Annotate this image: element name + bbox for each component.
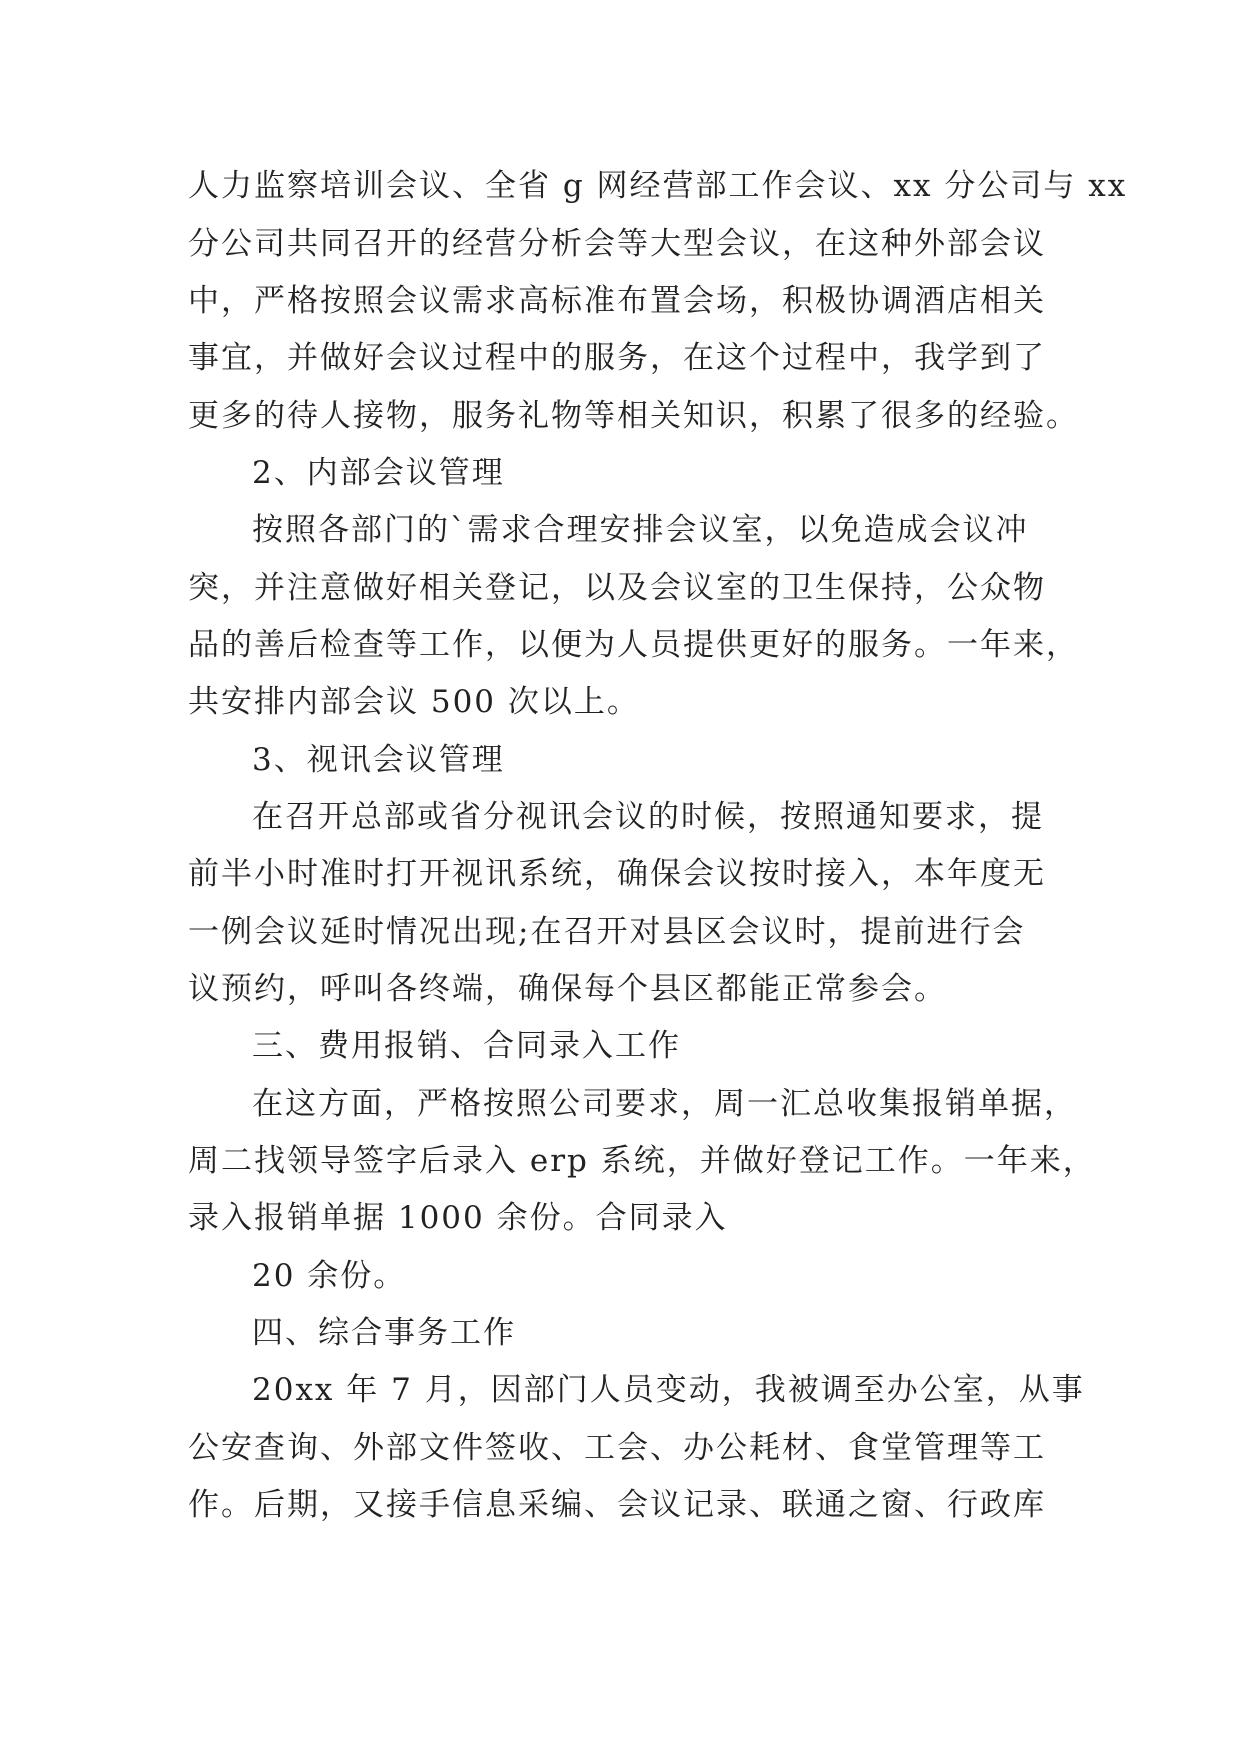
body-text-line: 一例会议延时情况出现;在召开对县区会议时，提前进行会 xyxy=(188,914,1026,950)
body-text-line: 公安查询、外部文件签收、工会、办公耗材、食堂管理等工 xyxy=(188,1430,1046,1466)
body-text-line: 事宜，并做好会议过程中的服务，在这个过程中，我学到了 xyxy=(188,340,1046,376)
body-text-line: 作。后期，又接手信息采编、会议记录、联通之窗、行政库 xyxy=(188,1487,1046,1523)
section-heading-video-meetings: 3、视讯会议管理 xyxy=(252,742,505,778)
body-text-line: 按照各部门的`需求合理安排会议室，以免造成会议冲 xyxy=(252,512,1029,548)
section-heading-general-affairs: 四、综合事务工作 xyxy=(252,1315,516,1351)
body-text-line: 20xx 年 7 月，因部门人员变动，我被调至办公室，从事 xyxy=(252,1372,1085,1408)
body-text-line: 在召开总部或省分视讯会议的时候，按照通知要求，提 xyxy=(252,799,1044,835)
body-text-line: 在这方面，严格按照公司要求，周一汇总收集报销单据， xyxy=(252,1086,1077,1122)
body-text-line: 共安排内部会议 500 次以上。 xyxy=(188,684,640,720)
body-text-line: 前半小时准时打开视讯系统，确保会议按时接入，本年度无 xyxy=(188,856,1046,892)
section-heading-internal-meetings: 2、内部会议管理 xyxy=(252,455,505,491)
body-text-line: 人力监察培训会议、全省 g 网经营部工作会议、xx 分公司与 xx xyxy=(188,168,1128,204)
body-text-line: 突，并注意做好相关登记，以及会议室的卫生保持，公众物 xyxy=(188,570,1046,606)
body-text-line: 议预约，呼叫各终端，确保每个县区都能正常参会。 xyxy=(188,971,947,1007)
body-text-line: 中，严格按照会议需求高标准布置会场，积极协调酒店相关 xyxy=(188,283,1046,319)
body-text-line: 20 余份。 xyxy=(252,1258,407,1294)
body-text-line: 周二找领导签字后录入 erp 系统，并做好登记工作。一年来， xyxy=(188,1143,1096,1179)
body-text-line: 分公司共同召开的经营分析会等大型会议，在这种外部会议 xyxy=(188,226,1046,262)
section-heading-expenses-contracts: 三、费用报销、合同录入工作 xyxy=(252,1028,681,1064)
body-text-line: 更多的待人接物，服务礼物等相关知识，积累了很多的经验。 xyxy=(188,398,1079,434)
body-text-line: 品的善后检查等工作，以便为人员提供更好的服务。一年来， xyxy=(188,627,1079,663)
body-text-line: 录入报销单据 1000 余份。合同录入 xyxy=(188,1200,728,1236)
